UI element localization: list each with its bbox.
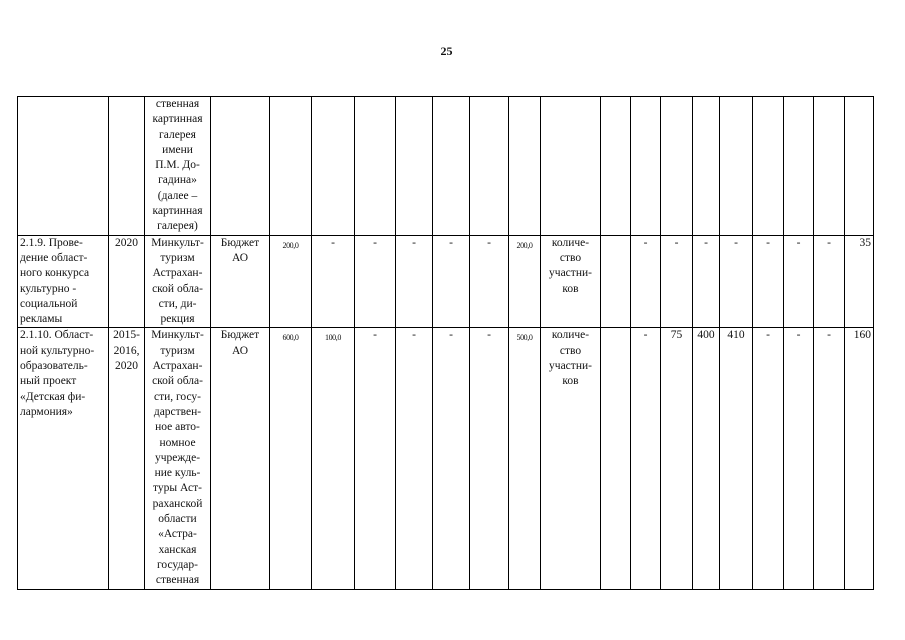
- target-value-cell: 410: [720, 328, 753, 589]
- executor-cell-line: области: [158, 513, 197, 526]
- funding-amount-cell: -: [433, 235, 470, 328]
- funding-amount-cell: [396, 97, 433, 236]
- funding-amount-cell: -: [355, 235, 396, 328]
- activity-name-cell-line: образователь-: [20, 360, 88, 373]
- executor-cell-line: ное авто-: [155, 421, 200, 434]
- target-value-cell: [693, 97, 720, 236]
- funding-amount-cell: [509, 97, 541, 236]
- years-cell-line: 2015-: [113, 329, 140, 342]
- table-row: [18, 97, 874, 236]
- activity-name-cell-line: ного конкурса: [20, 267, 90, 280]
- table-row: [18, 328, 874, 589]
- target-value-cell: -: [661, 235, 693, 328]
- funding-amount-cell: [312, 97, 355, 236]
- executor-cell-line: номное: [159, 436, 196, 449]
- executor-cell-line: Астрахан-: [152, 267, 203, 280]
- activity-name-cell: [18, 328, 109, 589]
- target-value-cell: [845, 97, 874, 236]
- executor-cell-line: ственная: [155, 574, 200, 587]
- funding-amount-cell: [270, 97, 312, 236]
- target-value-cell: -: [753, 328, 784, 589]
- funding-amount-cell: 200,0: [270, 235, 312, 328]
- activity-name-cell: [18, 235, 109, 328]
- executor-cell: [145, 328, 211, 589]
- executor-cell-line: ханская: [158, 543, 197, 556]
- indicator-cell-line: ство: [559, 344, 582, 357]
- executor-cell-line: Астрахан-: [152, 360, 203, 373]
- indicator-cell: [541, 235, 601, 328]
- indicator-cell-line: участни-: [549, 267, 592, 280]
- funding-amount-cell: -: [470, 328, 509, 589]
- target-value-cell: [601, 97, 631, 236]
- target-value-cell: [814, 97, 845, 236]
- target-value-cell: 400: [693, 328, 720, 589]
- activity-name-cell-line: 2.1.10. Област-: [20, 329, 94, 342]
- years-cell: [109, 235, 145, 328]
- funding-source-cell-line: Бюджет: [220, 329, 260, 342]
- table-row: [18, 235, 874, 328]
- funding-amount-cell: [433, 97, 470, 236]
- executor-cell-line: сти, ди-: [158, 297, 197, 310]
- target-value-cell: [601, 328, 631, 589]
- indicator-cell: [541, 97, 601, 236]
- funding-source-cell: [211, 97, 270, 236]
- years-cell: [109, 97, 145, 236]
- activity-name-cell-line: социальной: [20, 297, 78, 310]
- executor-cell-line: туризм: [160, 344, 195, 357]
- funding-source-cell: [211, 235, 270, 328]
- target-value-cell: 35: [845, 235, 874, 328]
- target-value-cell: -: [631, 235, 661, 328]
- executor-cell-line: Минкульт-: [151, 329, 204, 342]
- page-number: 25: [440, 44, 453, 58]
- executor-cell-line: гадина»: [158, 174, 197, 187]
- executor-cell-line: ской обла-: [152, 282, 203, 295]
- activity-name-cell-line: дение област-: [20, 251, 88, 264]
- activity-name-cell-line: рекламы: [20, 313, 63, 326]
- target-value-cell: -: [814, 235, 845, 328]
- funding-amount-cell: -: [470, 235, 509, 328]
- indicator-cell-line: участни-: [549, 360, 592, 373]
- funding-source-cell-line: Бюджет: [220, 236, 260, 249]
- target-value-cell: -: [784, 235, 814, 328]
- funding-amount-cell: -: [433, 328, 470, 589]
- executor-cell-line: дарствен-: [153, 405, 202, 418]
- executor-cell-line: картинная: [152, 113, 203, 126]
- years-cell: [109, 328, 145, 589]
- target-value-cell: 75: [661, 328, 693, 589]
- executor-cell-line: галерея): [157, 220, 198, 233]
- executor-cell-line: имени: [162, 143, 193, 156]
- funding-amount-cell: -: [396, 235, 433, 328]
- funding-amount-cell: -: [396, 328, 433, 589]
- target-value-cell: -: [693, 235, 720, 328]
- target-value-cell: -: [720, 235, 753, 328]
- executor-cell-line: ние куль-: [154, 467, 201, 480]
- target-value-cell: [720, 97, 753, 236]
- indicator-cell-line: количе-: [551, 329, 590, 342]
- activity-name-cell-line: «Детская фи-: [20, 390, 86, 403]
- activity-name-cell-line: культурно -: [20, 282, 77, 295]
- target-value-cell: -: [814, 328, 845, 589]
- years-cell-line: 2016,: [113, 344, 140, 357]
- funding-amount-cell: 100,0: [312, 328, 355, 589]
- indicator-cell-line: ков: [562, 282, 579, 295]
- executor-cell-line: сти, госу-: [153, 390, 202, 403]
- funding-source-cell: [211, 328, 270, 589]
- indicator-cell: [541, 328, 601, 589]
- program-table: [17, 96, 874, 590]
- target-value-cell: [631, 97, 661, 236]
- funding-amount-cell: 600,0: [270, 328, 312, 589]
- executor-cell-line: раханской: [152, 497, 203, 510]
- target-value-cell: 160: [845, 328, 874, 589]
- funding-amount-cell: [470, 97, 509, 236]
- activity-name-cell-line: 2.1.9. Прове-: [20, 236, 83, 249]
- activity-name-cell-line: ный проект: [20, 375, 77, 388]
- funding-amount-cell: -: [355, 328, 396, 589]
- executor-cell-line: (далее –: [157, 189, 198, 202]
- funding-source-cell-line: АО: [231, 251, 249, 264]
- executor-cell: [145, 97, 211, 236]
- executor-cell-line: государ-: [157, 558, 198, 571]
- target-value-cell: [661, 97, 693, 236]
- executor-cell-line: картинная: [152, 205, 203, 218]
- funding-amount-cell: [355, 97, 396, 236]
- executor-cell-line: П.М. До-: [155, 159, 200, 172]
- executor-cell-line: ской обла-: [152, 375, 203, 388]
- years-cell-line: 2020: [115, 236, 138, 249]
- target-value-cell: -: [631, 328, 661, 589]
- activity-name-cell-line: лармония»: [20, 405, 73, 418]
- activity-name-cell-line: ной культурно-: [20, 344, 95, 357]
- target-value-cell: [601, 235, 631, 328]
- executor-cell-line: Минкульт-: [151, 236, 204, 249]
- indicator-cell-line: количе-: [551, 236, 590, 249]
- years-cell-line: 2020: [115, 360, 138, 373]
- funding-amount-cell: 200,0: [509, 235, 541, 328]
- target-value-cell: [753, 97, 784, 236]
- target-value-cell: -: [784, 328, 814, 589]
- activity-name-cell: [18, 97, 109, 236]
- indicator-cell-line: ков: [562, 375, 579, 388]
- funding-amount-cell: 500,0: [509, 328, 541, 589]
- executor-cell-line: туризм: [160, 251, 195, 264]
- executor-cell-line: «Астра-: [158, 528, 197, 541]
- target-value-cell: -: [753, 235, 784, 328]
- executor-cell-line: туры Аст-: [153, 482, 202, 495]
- executor-cell: [145, 235, 211, 328]
- target-value-cell: [784, 97, 814, 236]
- executor-cell-line: рекция: [160, 313, 195, 326]
- executor-cell-line: галерея: [159, 128, 196, 141]
- indicator-cell-line: ство: [559, 251, 582, 264]
- funding-source-cell-line: АО: [231, 344, 249, 357]
- executor-cell-line: учрежде-: [154, 451, 201, 464]
- executor-cell-line: ственная: [155, 98, 200, 110]
- funding-amount-cell: -: [312, 235, 355, 328]
